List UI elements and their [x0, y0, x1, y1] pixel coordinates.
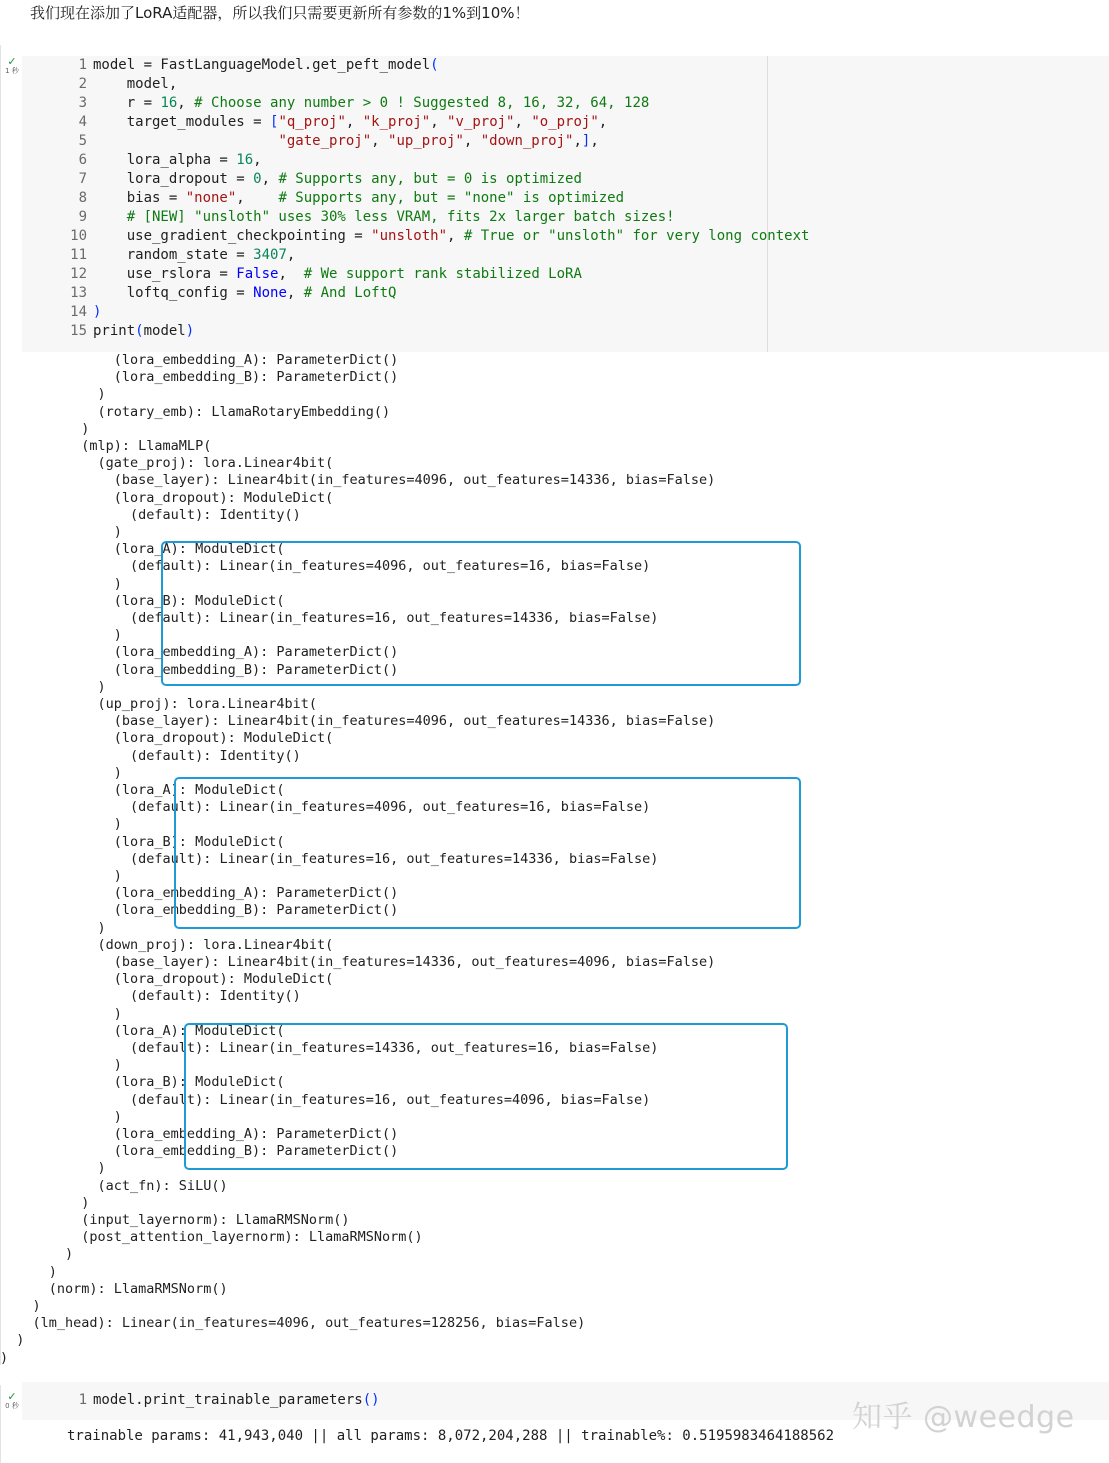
line-number: 1 — [78, 1392, 87, 1408]
code-line[interactable] — [22, 322, 194, 341]
line-number: 12 — [70, 266, 87, 282]
trainable-params-output: trainable params: 41,943,040 || all params: 8,072,204,288 || trainable%: 0.5195983464188562 — [67, 1428, 835, 1444]
code-text: use_rslora = False, # We support rank stabilized LoRA — [93, 266, 582, 282]
output-line: (mlp): LlamaMLP( — [0, 438, 212, 454]
output-line: (default): Identity() — [0, 506, 301, 523]
output-line: ) — [0, 1246, 74, 1263]
code-text: lora_dropout = 0, # Supports any, but = 0 is optimized — [93, 171, 582, 187]
output-line: (input_layernorm): LlamaRMSNorm() — [0, 1212, 350, 1228]
output-line: (base_layer): Linear4bit(in_features=4096, out_features=14336, bias=False) — [0, 713, 716, 730]
output-line: (lora_A): ModuleDict( — [0, 782, 285, 798]
code-text: use_gradient_checkpointing = "unsloth", # True or "unsloth" for very long context — [93, 228, 810, 244]
output-line: (lora_dropout): ModuleDict( — [0, 489, 334, 506]
check-icon: ✓ — [7, 55, 17, 68]
output-line: (default): Linear(in_features=16, out_features=14336, bias=False) — [0, 610, 659, 626]
line-number: 7 — [78, 171, 87, 187]
output-line: ) — [0, 627, 122, 644]
output-line: (default): Identity() — [0, 988, 301, 1005]
output-line: ) — [0, 1349, 9, 1366]
code-line[interactable] — [22, 132, 599, 151]
code-line[interactable] — [22, 94, 649, 113]
output-line: ) — [0, 1332, 25, 1349]
highlight-box-up-proj-lora — [174, 777, 801, 929]
intro-text: 我们现在添加了LoRA适配器，所以我们只需要更新所有参数的1%到10%！ — [30, 4, 530, 22]
output-line: (default): Linear(in_features=4096, out_features=16, bias=False) — [0, 558, 651, 575]
line-number: 15 — [70, 323, 87, 339]
code-line[interactable] — [22, 75, 177, 94]
output-line: (lm_head): Linear(in_features=4096, out_features=128256, bias=False) — [0, 1315, 586, 1332]
line-number: 14 — [70, 304, 87, 320]
run-time: 1 秒 — [5, 67, 19, 75]
output-line: (lora_embedding_B): ParameterDict() — [0, 369, 399, 386]
output-line: (post_attention_layernorm): LlamaRMSNorm() — [0, 1229, 423, 1246]
output-line: ) — [0, 919, 106, 936]
output-line: ) — [0, 575, 122, 592]
code-line[interactable] — [22, 303, 101, 322]
output-line: (base_layer): Linear4bit(in_features=4096, out_features=14336, bias=False) — [0, 472, 716, 489]
code-line[interactable] — [22, 189, 624, 208]
code-text: print(model) — [93, 323, 195, 339]
output-line: ) — [0, 1057, 122, 1074]
code-text: # [NEW] "unsloth" uses 30% less VRAM, fits 2x larger batch sizes! — [126, 209, 675, 225]
code-text: ) — [93, 304, 102, 320]
output-line: (lora_dropout): ModuleDict( — [0, 971, 334, 988]
output-line: ) — [0, 1005, 122, 1022]
output-line: (gate_proj): lora.Linear4bit( — [0, 455, 334, 472]
output-line: ) — [0, 420, 90, 437]
output-line: (base_layer): Linear4bit(in_features=14336, out_features=4096, bias=False) — [0, 954, 716, 970]
output-line: ) — [0, 1160, 106, 1177]
output-line: ) — [0, 1194, 90, 1211]
output-line: (lora_B): ModuleDict( — [0, 833, 285, 850]
line-number: 4 — [78, 114, 87, 130]
output-line: (default): Linear(in_features=14336, out_features=16, bias=False) — [0, 1040, 659, 1056]
highlight-box-gate-proj-lora — [161, 541, 801, 686]
line-number: 5 — [78, 133, 87, 149]
output-line: (up_proj): lora.Linear4bit( — [0, 696, 317, 712]
cell-gutter-line — [0, 1385, 1, 1463]
output-line: (down_proj): lora.Linear4bit( — [0, 936, 334, 953]
code-line[interactable] — [22, 151, 262, 170]
code-line[interactable] — [22, 208, 675, 227]
output-line: (lora_embedding_A): ParameterDict() — [0, 352, 399, 368]
line-number: 9 — [78, 209, 87, 225]
line-number: 8 — [78, 190, 87, 206]
code-line[interactable] — [22, 265, 582, 284]
code-line[interactable] — [22, 170, 582, 189]
output-line: (lora_embedding_B): ParameterDict() — [0, 661, 399, 678]
code-text: model, — [93, 76, 178, 92]
output-line: (lora_A): ModuleDict( — [0, 541, 285, 558]
run-time: 0 秒 — [5, 1402, 19, 1410]
output-line: ) — [0, 1298, 41, 1314]
code-line[interactable] — [22, 1391, 380, 1410]
line-number: 11 — [70, 247, 87, 263]
output-line: (default): Linear(in_features=16, out_features=14336, bias=False) — [0, 850, 659, 867]
code-line[interactable] — [22, 56, 439, 75]
line-number: 3 — [78, 95, 87, 111]
code-text: "gate_proj", "up_proj", "down_proj",], — [278, 133, 599, 149]
output-line: ) — [0, 764, 122, 781]
output-line: (lora_embedding_A): ParameterDict() — [0, 644, 399, 661]
check-icon: ✓ — [7, 1390, 17, 1403]
output-line: (default): Identity() — [0, 747, 301, 764]
output-line: (norm): LlamaRMSNorm() — [0, 1280, 228, 1297]
output-line: (lora_embedding_B): ParameterDict() — [0, 1143, 399, 1160]
zhihu-watermark: 知乎 @weedge — [852, 1400, 1075, 1435]
output-line: ) — [0, 816, 122, 833]
line-number: 13 — [70, 285, 87, 301]
output-line: (rotary_emb): LlamaRotaryEmbedding() — [0, 403, 391, 420]
code-line[interactable] — [22, 113, 607, 132]
output-line: ) — [0, 524, 122, 540]
output-line: ) — [0, 386, 106, 403]
output-line: (lora_B): ModuleDict( — [0, 1074, 285, 1091]
line-number: 2 — [78, 76, 87, 92]
code-text: bias = "none", # Supports any, but = "none" is optimized — [93, 190, 625, 206]
output-line: (lora_B): ModuleDict( — [0, 592, 285, 609]
code-line[interactable] — [22, 246, 295, 265]
output-line: ) — [0, 868, 122, 884]
output-line: (default): Linear(in_features=4096, out_features=16, bias=False) — [0, 799, 651, 816]
output-line: (lora_embedding_B): ParameterDict() — [0, 902, 399, 919]
highlight-box-down-proj-lora — [184, 1023, 788, 1170]
line-number: 6 — [78, 152, 87, 168]
output-line: (default): Linear(in_features=16, out_features=4096, bias=False) — [0, 1091, 651, 1108]
code-line[interactable] — [22, 284, 396, 303]
code-text: model = FastLanguageModel.get_peft_model( — [93, 57, 439, 73]
output-line: ) — [0, 678, 106, 695]
code-line[interactable] — [22, 227, 809, 246]
code-text: target_modules = ["q_proj", "k_proj", "v_proj", "o_proj", — [93, 114, 608, 130]
code-cell-editor[interactable] — [22, 56, 1109, 352]
run-status-cell-6[interactable] — [4, 1391, 20, 1410]
output-line: (act_fn): SiLU() — [0, 1177, 228, 1194]
ruler-line — [767, 56, 768, 352]
code-text: r = 16, # Choose any number > 0 ! Suggested 8, 16, 32, 64, 128 — [93, 95, 650, 111]
output-line: (lora_A): ModuleDict( — [0, 1022, 285, 1039]
output-line: (lora_dropout): ModuleDict( — [0, 730, 334, 747]
output-line: (lora_embedding_A): ParameterDict() — [0, 1126, 399, 1142]
code-text: lora_alpha = 16, — [93, 152, 262, 168]
code-text: loftq_config = None, # And LoftQ — [93, 285, 397, 301]
output-line: (lora_embedding_A): ParameterDict() — [0, 885, 399, 902]
code-text: model.print_trainable_parameters() — [93, 1392, 380, 1408]
output-line: ) — [0, 1108, 122, 1125]
code-text: random_state = 3407, — [93, 247, 296, 263]
run-status-cell-5[interactable] — [4, 56, 20, 75]
line-number: 10 — [70, 228, 87, 244]
line-number: 1 — [78, 57, 87, 73]
output-line: ) — [0, 1263, 57, 1280]
